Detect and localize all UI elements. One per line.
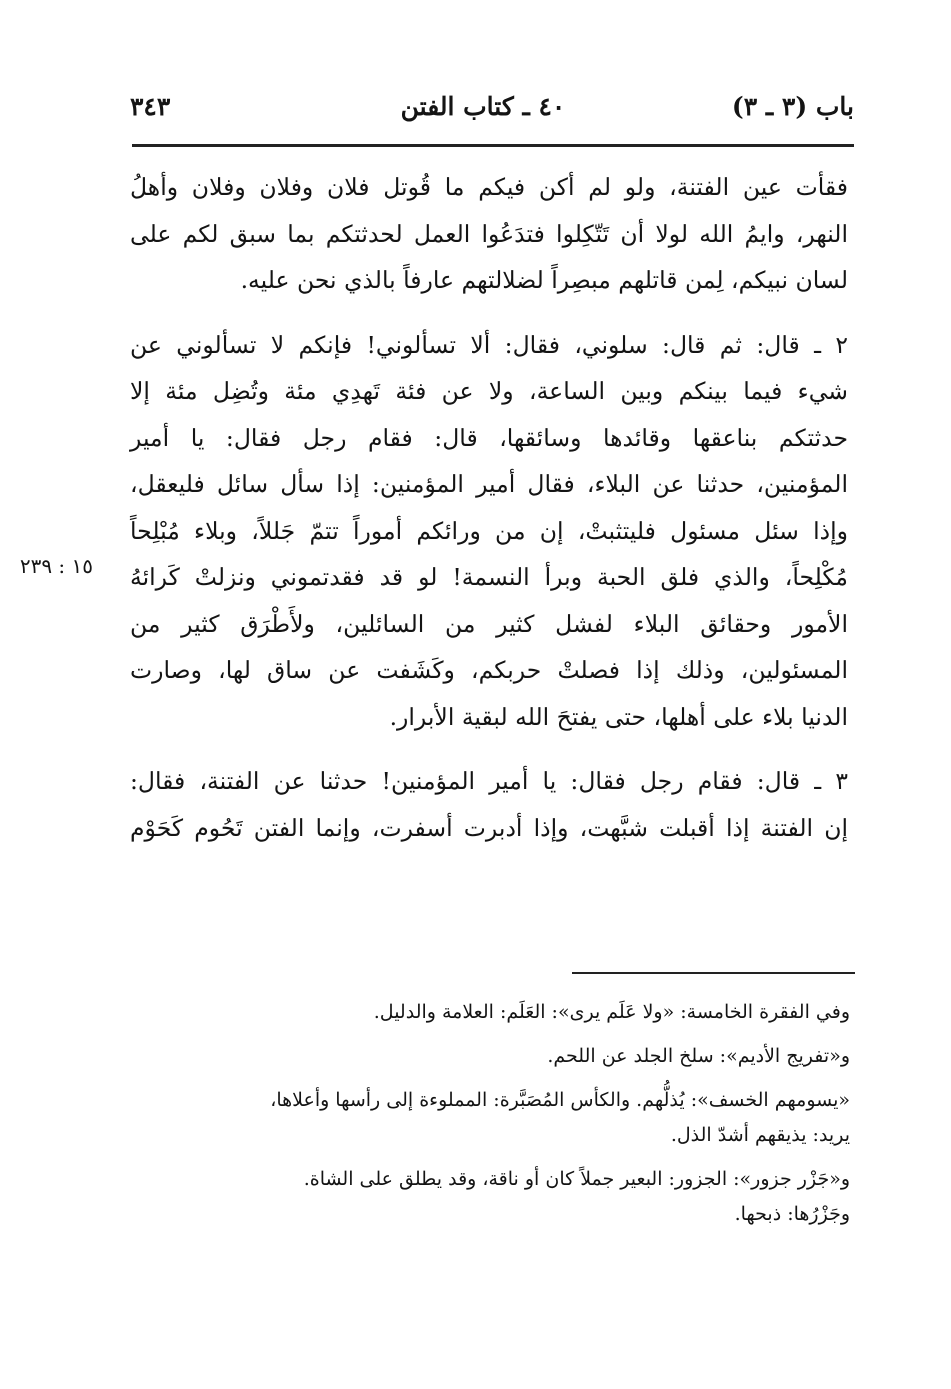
running-header xyxy=(112,92,854,132)
chapter-label: باب (٣ ـ ٣) xyxy=(731,92,854,121)
text-line: المسئولين، وذلك إذا فصلتْ حربكم، وكَشَفت عن ساق لها، وصارت xyxy=(130,656,848,684)
text-line: الدنيا بلاء على أهلها، حتى يفتحَ الله لبقية الأبرار. xyxy=(389,702,848,731)
footnote-line: يريد: يذيقهم أشدّ الذل. xyxy=(670,1124,850,1146)
footnote xyxy=(142,995,850,1030)
text-line: النهر، وايمُ الله لولا أن تَتّكِلوا فتدَعُوا العمل لحدثتكم بما سبق لكم على xyxy=(130,219,848,248)
footnotes xyxy=(142,995,850,1241)
text-line: مُكْلِحاً، والذي فلق الحبة وبرأ النسمة! لو قد فقدتموني ونزلتْ كَرائهُ xyxy=(130,563,848,591)
text-line: إن الفتنة إذا أقبلت شبَّهت، وإذا أدبرت أسفرت، وإنما الفتن تَحُوم كَحَوْم xyxy=(130,813,848,842)
paragraph-2 xyxy=(130,322,848,741)
page-number: ٣٤٣ xyxy=(130,92,171,121)
text-line: فقأت عين الفتنة، ولو لم أكن فيكم ما قُوتل فلان وفلان وفلان وأهلُ xyxy=(130,173,848,201)
footnote xyxy=(142,1039,850,1074)
text-line: ٣ ـ قال: فقام رجل فقال: يا أمير المؤمنين! حدثنا عن الفتنة، فقال: xyxy=(130,767,848,795)
text-line: المؤمنين، حدثنا عن البلاء، فقال أمير المؤمنين: إذا سأل سائل فليعقل، xyxy=(130,470,848,498)
footnote-line: و«جَزْر جزور»: الجزور: البعير جملاً كان أو ناقة، وقد يطلق على الشاة. xyxy=(303,1168,850,1190)
main-text xyxy=(130,164,848,851)
footnote-rule xyxy=(572,972,855,974)
paragraph-1 xyxy=(130,164,848,304)
footnote-line: وفي الفقرة الخامسة: «ولا عَلَم يرى»: العَلَم: العلامة والدليل. xyxy=(373,1001,850,1023)
footnote xyxy=(142,1083,850,1153)
text-line: ٢ ـ قال: ثم قال: سلوني، فقال: ألا تسألوني! فإنكم لا تسألوني عن xyxy=(130,330,848,359)
footnote xyxy=(142,1162,850,1232)
text-line: لسان نبيكم، لِمن قاتلهم مبصِراً لضلالتهم عارفاً بالذي نحن عليه. xyxy=(240,266,848,294)
text-line: شيء فيما بينكم وبين الساعة، ولا عن فئة تَهدِي مئة وتُضِل مئة إلا xyxy=(130,377,848,405)
text-line: الأمور وحقائق البلاء لفشل كثير من السائلين، ولأَطْرَق كثير من xyxy=(130,609,848,638)
book-title: ٤٠ ـ كتاب الفتن xyxy=(400,92,566,121)
footnote-line: و«تفريج الأديم»: سلخ الجلد عن اللحم. xyxy=(547,1045,850,1067)
margin-reference: ١٥ : ٢٣٩ xyxy=(19,554,93,578)
footnote-line: وجَزْرُها: ذبحها. xyxy=(734,1203,850,1225)
text-line: حدثتكم بناعقها وقائدها وسائقها، قال: فقام رجل فقال: يا أمير xyxy=(130,423,848,452)
header-rule xyxy=(132,144,854,147)
text-line: وإذا سئل مسئول فليتثبتْ، إن من ورائكم أموراً تتمّ جَللاً، وبلاء مُبْلِحاً xyxy=(130,516,848,545)
paragraph-3 xyxy=(130,758,848,851)
footnote-line: «يسومهم الخسف»: يُذلُّهم. والكأس المُصَبَّرة: المملوءة إلى رأسها وأعلاها، xyxy=(270,1089,850,1111)
